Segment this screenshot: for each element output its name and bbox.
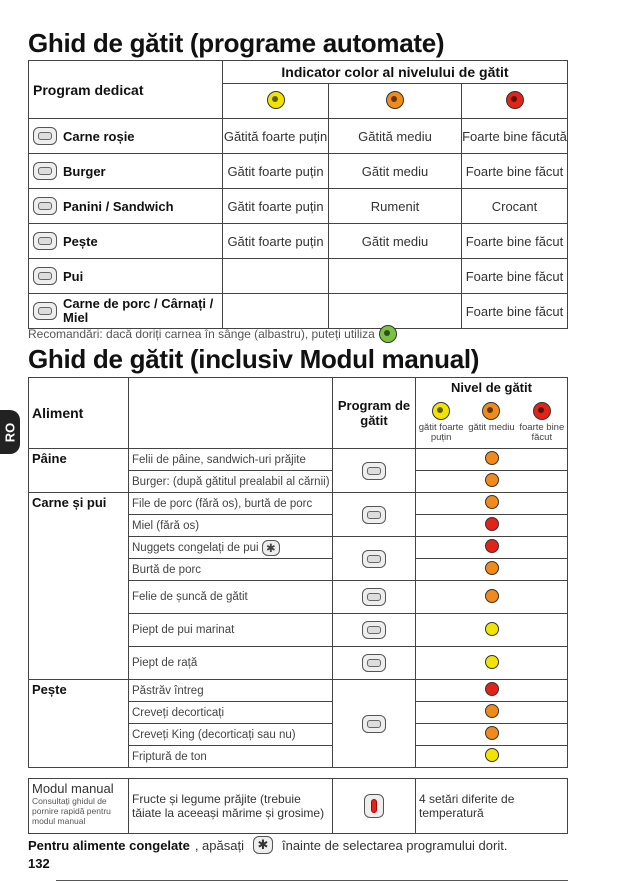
level-dot (485, 622, 499, 636)
thermometer-icon (364, 794, 384, 818)
category-meat: Carne și pui (29, 493, 129, 680)
table-row: Felie de șuncă de gătit (29, 581, 568, 614)
steak-icon (33, 127, 57, 145)
table-row: Pui Foarte bine făcut (29, 259, 568, 294)
table-row: Carne și pui File de porc (fără os), burtă de porc (29, 493, 568, 515)
manual-mode-table (28, 778, 568, 834)
category-fish: Pește (29, 680, 129, 768)
snowflake-icon: ✱ (262, 540, 280, 556)
col-food: Aliment (29, 378, 129, 449)
table-row: Piept de pui marinat (29, 614, 568, 647)
table-row: Creveți decorticați (29, 702, 568, 724)
level-dot (485, 748, 499, 762)
col-program: Program de gătit (333, 378, 416, 449)
level-high-icon (506, 91, 524, 109)
auto-program-table (28, 60, 568, 329)
table-row: Burger: (după gătitul prealabil al cărnii) (29, 471, 568, 493)
page-number: 132 (28, 856, 50, 871)
table-row: Miel (fără os) (29, 515, 568, 537)
sandwich-icon (362, 588, 386, 606)
table-row: Carne roșie Gătită foarte puțin Gătită mediu Foarte bine făcută (29, 119, 568, 154)
level-low-icon (267, 91, 285, 109)
frozen-food-note: Pentru alimente congelate , apăsați ✱ înainte de selectarea programului dorit. (28, 837, 508, 853)
table-row: Panini / Sandwich Gătit foarte puțin Rumenit Crocant (29, 189, 568, 224)
level-high-icon (533, 402, 551, 420)
level-dot (485, 539, 499, 553)
table-row: Modul manual Consultați ghidul de pornire rapidă pentru modul manual Fructe și legume prăjite (trebuie tăiate la aceeași mărime și grosime) 4 setări diferite de temperatură (29, 779, 568, 834)
rare-level-icon (379, 325, 397, 343)
table-row: Creveți King (decorticați sau nu) (29, 724, 568, 746)
level-low-icon (432, 402, 450, 420)
manual-mode-note: Consultați ghidul de pornire rapidă pentru modul manual (32, 796, 111, 826)
table-row: Pâine Felii de pâine, sandwich-uri prăjite (29, 449, 568, 471)
level-dot (485, 726, 499, 740)
sausage-icon (33, 302, 57, 320)
sausage-icon (362, 506, 386, 524)
sandwich-icon (362, 462, 386, 480)
level-dot (485, 495, 499, 509)
level-dot (485, 451, 499, 465)
table-row: Piept de rață (29, 647, 568, 680)
burger-icon (362, 550, 386, 568)
category-bread: Pâine (29, 449, 129, 493)
recommendation-note: Recomandări: dacă doriți carnea în sânge (albastru), puteți utiliza (28, 325, 397, 343)
page-title-auto: Ghid de gătit (programe automate) (28, 28, 445, 58)
level-dot (485, 682, 499, 696)
level-dot (485, 517, 499, 531)
fish-icon (33, 232, 57, 250)
manual-mode-label: Modul manual (32, 781, 114, 796)
steak-icon (362, 654, 386, 672)
level-medium-icon (386, 91, 404, 109)
table-row: Burtă de porc (29, 559, 568, 581)
table-row: Burger Gătit foarte puțin Gătit mediu Foarte bine făcut (29, 154, 568, 189)
level-dot (485, 704, 499, 718)
level-dot (485, 589, 499, 603)
level-dot (485, 561, 499, 575)
col-program: Program dedicat (29, 61, 223, 119)
table-row: Nuggets congelați de pui ✱ (29, 537, 568, 559)
burger-icon (33, 162, 57, 180)
col-level: Nivel de gătit (416, 378, 568, 397)
table-row: Carne de porc / Cârnați / Miel Foarte bine făcut (29, 294, 568, 329)
level-medium-icon (482, 402, 500, 420)
fish-icon (362, 715, 386, 733)
col-indicator: Indicator color al nivelului de gătit (223, 61, 568, 84)
table-row: Friptură de ton (29, 746, 568, 768)
cooking-guide-table: Aliment Program de gătit Nivel de gătit gătit foarte puțin gătit mediu foarte bine făcut Pâine Felii de pâine, sandwich-uri prăjite Burger: (după gătitul prealabil al cărnii) Carne și pui File de porc (fără os), burtă de porc Miel (fără os) Nuggets congelați de pui ✱ Burtă de porc Felie de șuncă de gătit Piept de pui marinat Piept de rață Pește Păstrăv întreg Creveți decorticați Creveți King (decorticați sau nu) Friptură de ton (28, 377, 568, 768)
snowflake-icon: ✱ (253, 836, 273, 854)
chicken-icon (362, 621, 386, 639)
level-dot (485, 655, 499, 669)
page-title-manual: Ghid de gătit (inclusiv Modul manual) (28, 344, 480, 374)
sandwich-icon (33, 197, 57, 215)
language-tab: RO (0, 410, 20, 454)
table-row: Pește Păstrăv întreg (29, 680, 568, 702)
chicken-icon (33, 267, 57, 285)
table-row: Pește Gătit foarte puțin Gătit mediu Foarte bine făcut (29, 224, 568, 259)
level-dot (485, 473, 499, 487)
footer-divider (56, 880, 568, 881)
